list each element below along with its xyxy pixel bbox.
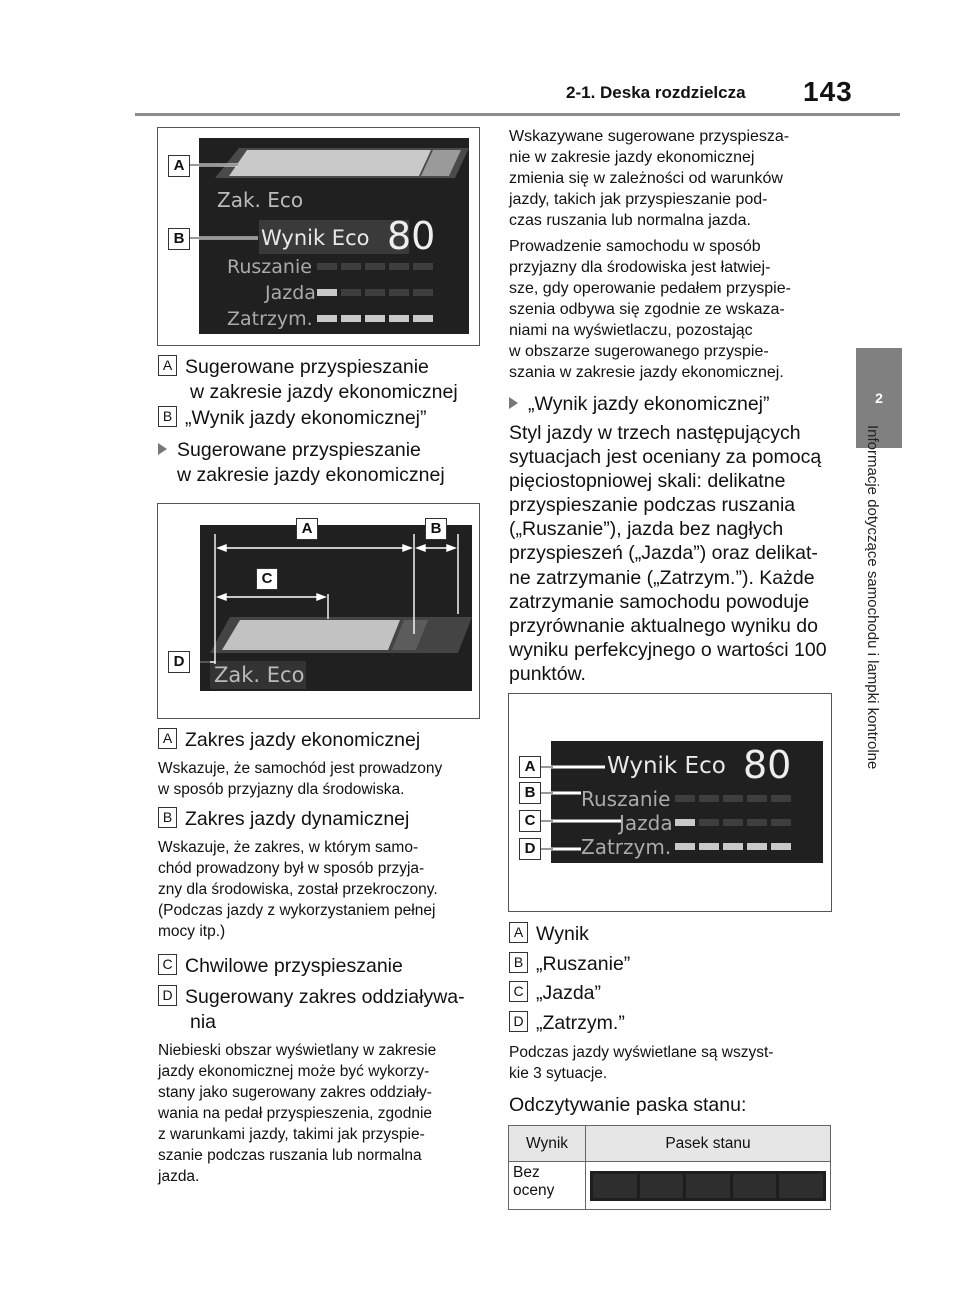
right-para3	[509, 421, 849, 686]
ruszanie-label: Ruszanie	[581, 787, 671, 811]
caption-a	[158, 355, 488, 405]
score-value: 80	[743, 743, 792, 787]
item-a-text: Zakres jazdy ekonomicznej	[185, 729, 421, 751]
item-d-desc-line: jazdy ekonomicznej może być wykorzy-	[158, 1063, 430, 1080]
item-b-desc-line: chód prowadzony był w sposób przyja-	[158, 860, 425, 877]
ruszanie-label: Ruszanie	[227, 256, 312, 278]
para-line: wyniku perfekcyjnego o wartości 100	[509, 638, 827, 661]
item-a-desc-line: w sposób przyjazny dla środowiska.	[158, 781, 405, 798]
fig3-item-label: B	[509, 952, 528, 973]
callout-c: C	[256, 568, 278, 590]
header-rule	[135, 113, 900, 116]
wynik-eco-label: Wynik Eco	[607, 753, 726, 779]
item-d-desc-line: Niebieski obszar wyświetlany w zakresie	[158, 1042, 437, 1059]
item-c-label: C	[158, 954, 177, 975]
item-b-label: B	[158, 807, 177, 828]
caption-a-text1: Sugerowane przyspieszanie	[185, 356, 429, 378]
item-a-desc	[158, 758, 488, 800]
item-b-text: Zakres jazdy dynamicznej	[185, 808, 410, 830]
fig3-item-d	[509, 1011, 625, 1036]
empty-status-bar	[590, 1171, 826, 1201]
callout-c: C	[519, 810, 541, 832]
right-para1	[509, 126, 839, 231]
jazda-label: Jazda	[265, 282, 316, 304]
score-value: 80	[387, 214, 436, 258]
para-line: jazdy, takich jak przyspieszanie pod-	[509, 191, 768, 208]
caption-a-label: A	[158, 355, 177, 376]
para-line: szania w zakresie jazdy ekonomicznej.	[509, 364, 784, 381]
table-cell-bar	[586, 1162, 831, 1210]
bar-seg	[686, 1174, 730, 1198]
right-para2	[509, 236, 839, 383]
item-d-text1: Sugerowany zakres oddziaływa-	[185, 986, 465, 1008]
figure-eco-display	[157, 127, 480, 346]
para-line: w obszarze sugerowanego przyspie-	[509, 343, 769, 360]
item-a-desc-line: Wskazuje, że samochód jest prowadzony	[158, 760, 443, 777]
item-d-desc-line: stany jako sugerowany zakres oddziały-	[158, 1084, 432, 1101]
item-d-title	[158, 985, 488, 1035]
item-b-desc	[158, 837, 488, 942]
bar-seg	[593, 1174, 637, 1198]
item-b-desc-line: (Podczas jazdy z wykorzystaniem pełnej	[158, 902, 436, 919]
fig3-item-text: „Ruszanie”	[536, 953, 631, 975]
item-c-title	[158, 954, 403, 979]
item-b-desc-line: zny dla środowiska, został przekroczony.	[158, 881, 438, 898]
para-line: przyspieszeń („Jazda”) oraz delikat-	[509, 542, 818, 565]
callout-b: B	[425, 518, 447, 540]
chapter-title: Informacje dotyczące samochodu i lampki kontrolne	[864, 425, 881, 770]
para-line: ne zatrzymanie („Zatrzym.”). Każde	[509, 566, 815, 589]
note-line: Podczas jazdy wyświetlane są wszyst-	[509, 1044, 774, 1061]
callout-b: B	[168, 228, 190, 250]
caption-b-label: B	[158, 406, 177, 427]
figure-eco-score	[508, 693, 832, 912]
section-title: 2-1. Deska rozdzielcza	[566, 83, 746, 102]
para-line: („Ruszanie”), jazda bez nagłych	[509, 518, 784, 541]
fig3-item-c	[509, 981, 601, 1006]
callout-lines	[158, 128, 479, 345]
status-heading: Odczytywanie paska stanu:	[509, 1094, 747, 1116]
para-line: czas ruszania lub normalna jazda.	[509, 212, 751, 229]
para-line: przyjazny dla środowiska jest łatwiej-	[509, 259, 771, 276]
item-a-title	[158, 728, 420, 753]
table-header-wynik: Wynik	[509, 1126, 586, 1162]
subheading-text: „Wynik jazdy ekonomicznej”	[528, 393, 770, 415]
item-d-text2: nia	[190, 1011, 217, 1033]
para-line: niami na wyświetlaczu, pozostając	[509, 322, 753, 339]
item-d-desc	[158, 1040, 488, 1187]
fig3-item-text: „Jazda”	[536, 982, 602, 1004]
table-cell-no-rating	[509, 1162, 586, 1210]
item-b-title	[158, 807, 409, 832]
chapter-number: 2	[875, 390, 883, 406]
fig3-item-a	[509, 922, 589, 947]
para-line: punktów.	[509, 662, 586, 685]
note-line: kie 3 sytuacje.	[509, 1065, 608, 1082]
para-line: Styl jazdy w trzech następujących	[509, 422, 801, 444]
item-c-text: Chwilowe przyspieszanie	[185, 955, 403, 977]
item-b-desc-line: mocy itp.)	[158, 923, 226, 940]
item-d-label: D	[158, 985, 177, 1006]
zak-eco-label: Zak. Eco	[214, 663, 305, 687]
item-a-label: A	[158, 728, 177, 749]
callout-a: A	[296, 518, 318, 540]
caption-b-text: „Wynik jazdy ekonomicznej”	[185, 407, 427, 429]
para-line: przyspieszanie podczas ruszania	[509, 494, 796, 517]
para-line: szenia odbywa się zgodnie ze wskaza-	[509, 301, 785, 318]
caption-b	[158, 406, 488, 431]
fig3-item-b	[509, 952, 630, 977]
item-d-desc-line: jazda.	[158, 1168, 200, 1185]
jazda-label: Jazda	[619, 811, 673, 835]
figure-eco-range	[157, 503, 480, 719]
para-line: Wskazywane sugerowane przyspiesza-	[509, 128, 790, 145]
fig3-item-text: „Zatrzym.”	[536, 1012, 625, 1034]
callout-lines	[509, 694, 831, 911]
para-line: sze, gdy operowanie pedałem przyspie-	[509, 280, 791, 297]
fig3-item-label: D	[509, 1011, 528, 1032]
zak-eco-label: Zak. Eco	[217, 188, 304, 212]
para-line: przyrównanie aktualnego wyniku do	[509, 614, 818, 637]
fig3-note	[509, 1042, 839, 1084]
subheading-suggested-accel	[158, 438, 488, 488]
triangle-bullet-icon	[509, 397, 518, 409]
fig3-item-label: A	[509, 922, 528, 943]
item-d-desc-line: z warunkami jazdy, takimi jak przyspie-	[158, 1126, 425, 1143]
callout-a: A	[519, 756, 541, 778]
status-table	[508, 1125, 831, 1210]
callout-d: D	[519, 838, 541, 860]
callout-a: A	[168, 155, 190, 177]
para-line: nie w zakresie jazdy ekonomicznej	[509, 149, 755, 166]
subheading-eco-score	[509, 392, 769, 417]
para-line: sytuacjach jest oceniany za pomocą	[509, 446, 822, 469]
bar-seg	[779, 1174, 823, 1198]
zatrzym-label: Zatrzym.	[227, 308, 313, 330]
para-line: pięciostopniowej skali: delikatne	[509, 470, 786, 493]
caption-a-text2: w zakresie jazdy ekonomicznej	[190, 381, 458, 403]
subheading-line2: w zakresie jazdy ekonomicznej	[177, 464, 445, 486]
wynik-eco-label: Wynik Eco	[261, 226, 370, 250]
page-number: 143	[803, 76, 853, 107]
cell-line: oceny	[513, 1182, 555, 1199]
para-line: zmienia się w zależności od warunków	[509, 170, 783, 187]
callout-d: D	[168, 651, 190, 673]
item-d-desc-line: szanie podczas ruszania lub normalna	[158, 1147, 422, 1164]
para-line: zatrzymanie samochodu powoduje	[509, 590, 810, 613]
zatrzym-label: Zatrzym.	[581, 835, 672, 859]
triangle-bullet-icon	[158, 443, 167, 455]
table-header-pasek: Pasek stanu	[586, 1126, 831, 1162]
subheading-line1: Sugerowane przyspieszanie	[177, 439, 421, 461]
fig3-item-label: C	[509, 981, 528, 1002]
bar-seg	[733, 1174, 777, 1198]
item-d-desc-line: wania na pedał przyspieszenia, zgodnie	[158, 1105, 433, 1122]
bar-seg	[640, 1174, 684, 1198]
item-b-desc-line: Wskazuje, że zakres, w którym samo-	[158, 839, 419, 856]
para-line: Prowadzenie samochodu w sposób	[509, 238, 761, 255]
cell-line: Bez	[513, 1164, 540, 1181]
callout-b: B	[519, 782, 541, 804]
fig3-item-text: Wynik	[536, 923, 589, 945]
